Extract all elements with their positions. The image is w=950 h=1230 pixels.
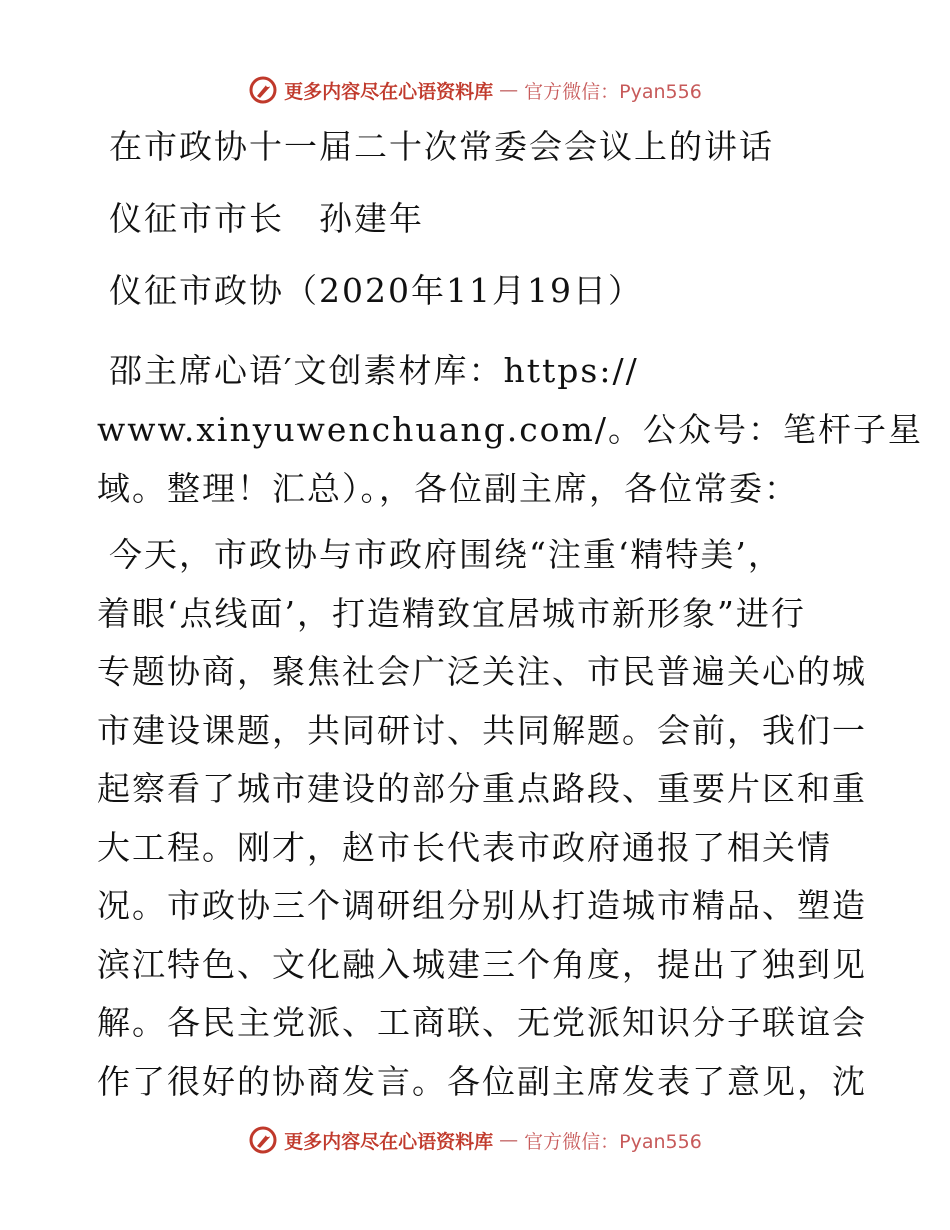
intro-line: 邵主席心语′文创素材库：https:// — [109, 351, 639, 390]
document-body — [97, 125, 923, 1111]
body-line: 大工程。刚才，赵市长代表市政府通报了相关情 — [97, 827, 832, 867]
body-paragraph — [97, 526, 867, 1111]
body-line: 起察看了城市建设的部分重点路段、重要片区和重 — [97, 769, 867, 808]
watermark-main-text: 更多内容尽在心语资料库 — [284, 80, 494, 103]
body-line: 着眼‘点线面’，打造精致宜居城市新形象”进行 — [97, 593, 806, 633]
body-line: 今天，市政协与市政府围绕“注重‘精特美’， — [109, 535, 783, 574]
intro-paragraph — [97, 341, 923, 518]
document-author: 仪征市市长 孙建年 — [109, 199, 424, 238]
watermark-separator: — — [499, 1129, 519, 1151]
body-line: 解。各民主党派、工商联、无党派知识分子联谊会 — [97, 1003, 867, 1042]
body-line: 专题协商，聚焦社会广泛关注、市民普遍关心的城 — [97, 652, 867, 691]
body-line: 市建设课题，共同研讨、共同解题。会前，我们一 — [97, 710, 867, 750]
body-line: 作了很好的协商发言。各位副主席发表了意见，沈 — [97, 1061, 867, 1101]
body-line: 滨江特色、文化融入城建三个角度，提出了独到见 — [97, 944, 867, 984]
watermark-wechat-id: 官方微信：Pyan556 — [524, 80, 702, 103]
watermark-main-text: 更多内容尽在心语资料库 — [284, 1130, 494, 1153]
header-watermark — [0, 70, 950, 110]
footer-watermark — [0, 1120, 950, 1160]
pen-nib-logo-icon — [248, 1125, 278, 1155]
watermark-wechat-id: 官方微信：Pyan556 — [524, 1130, 702, 1153]
document-title: 在市政协十一届二十次常委会会议上的讲话 — [109, 127, 774, 166]
watermark-separator: — — [499, 79, 519, 101]
body-line: 况。市政协三个调研组分别从打造城市精品、塑造 — [97, 886, 867, 925]
intro-line: 域。整理！汇总）。，各位副主席，各位常委： — [97, 469, 799, 508]
intro-line: www.xinyuwenchuang.com/。公众号：笔杆子星 — [97, 410, 923, 449]
document-date: 仪征市政协（2020年11月19日） — [109, 271, 643, 310]
pen-nib-logo-icon — [248, 75, 278, 105]
